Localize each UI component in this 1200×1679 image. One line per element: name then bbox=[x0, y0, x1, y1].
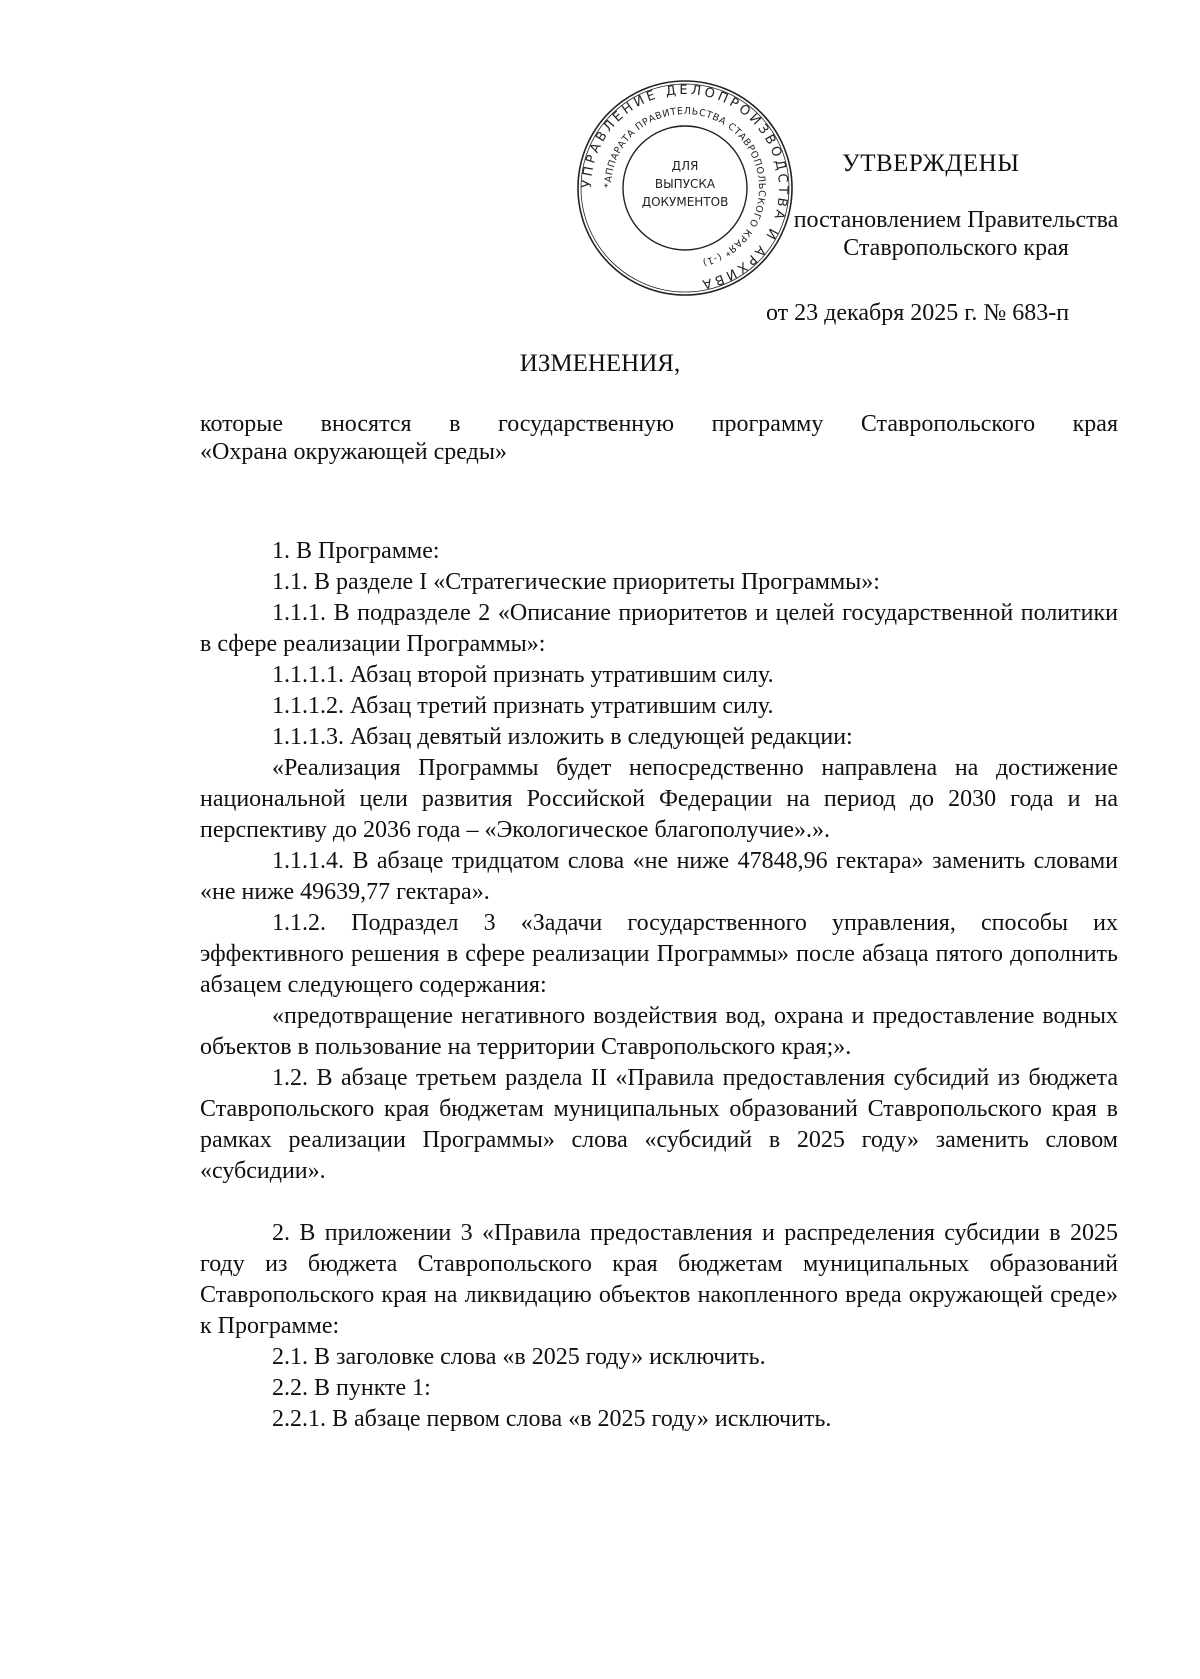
document-subtitle-line-2: «Охрана окружающей среды» bbox=[200, 439, 507, 465]
paragraph-1-1-1-4: 1.1.1.4. В абзаце тридцатом слова «не ниже 47848,96 гектара» заменить словами «не ниже 49639,77 гектара». bbox=[200, 848, 1118, 905]
paragraph-1-1-1-3: 1.1.1.3. Абзац девятый изложить в следующей редакции: bbox=[272, 724, 853, 750]
stamp-outer-ring-text: УПРАВЛЕНИЕ ДЕЛОПРОИЗВОДСТВА И АРХИВА bbox=[579, 82, 791, 292]
paragraph-1-1: 1.1. В разделе I «Стратегические приоритеты Программы»: bbox=[272, 569, 880, 595]
approval-authority bbox=[756, 206, 1156, 262]
stamp-center-line-2: ВЫПУСКА bbox=[654, 177, 716, 191]
document-title: ИЗМЕНЕНИЯ, bbox=[519, 350, 681, 377]
approval-authority-line-2: Ставропольского края bbox=[843, 235, 1069, 261]
paragraph-1-2: 1.2. В абзаце третьем раздела II «Правила предоставления субсидий из бюджета Ставропольского края бюджетам муниципальных образований Ставропольского края в рамках реализации Программы» слова «субсидий в 2025 году» заменить словом «субсидии». bbox=[200, 1065, 1118, 1184]
paragraph-quote-1: «Реализация Программы будет непосредственно направлена на достижение национальной цели развития Российской Федерации на период до 2030 года и на перспективу до 2036 года – «Экологическое благополучие».». bbox=[200, 755, 1118, 843]
paragraph-1-1-1: 1.1.1. В подразделе 2 «Описание приоритетов и целей государственной политики в сфере реализации Программы»: bbox=[200, 600, 1118, 657]
paragraph-quote-2: «предотвращение негативного воздействия вод, охрана и предоставление водных объектов в пользование на территории Ставропольского края;». bbox=[200, 1003, 1118, 1060]
approval-authority-line-1: постановлением Правительства bbox=[793, 207, 1119, 233]
document-subtitle bbox=[200, 410, 1118, 466]
paragraph-1-1-1-1: 1.1.1.1. Абзац второй признать утратившим силу. bbox=[272, 662, 774, 688]
approval-date: от 23 декабря 2025 г. № 683-п bbox=[766, 300, 1070, 326]
paragraph-1-1-2: 1.1.2. Подраздел 3 «Задачи государственного управления, способы их эффективного решения в сфере реализации Программы» после абзаца пятого дополнить абзацем следующего содержания: bbox=[200, 910, 1118, 998]
stamp-center-line-3: ДОКУМЕНТОВ bbox=[641, 195, 729, 209]
stamp-center-line-1: ДЛЯ bbox=[671, 159, 699, 173]
paragraph-1-1-1-2: 1.1.1.2. Абзац третий признать утратившим силу. bbox=[272, 693, 774, 719]
approval-title: УТВЕРЖДЕНЫ bbox=[842, 150, 1020, 177]
document-body bbox=[200, 536, 1118, 1435]
paragraph-2-2-1: 2.2.1. В абзаце первом слова «в 2025 году» исключить. bbox=[272, 1406, 832, 1432]
document-subtitle-line-1: которые вносятся в государственную программу Ставропольского края bbox=[200, 411, 1118, 437]
office-seal-stamp bbox=[575, 78, 795, 298]
stamp-inner-ring-text: *АППАРАТА ПРАВИТЕЛЬСТВА СТАВРОПОЛЬСКОГО КРАЯ* (-1) bbox=[602, 105, 768, 268]
paragraph-1: 1. В Программе: bbox=[272, 538, 440, 564]
paragraph-2-1: 2.1. В заголовке слова «в 2025 году» исключить. bbox=[272, 1344, 766, 1370]
paragraph-2-2: 2.2. В пункте 1: bbox=[272, 1375, 431, 1401]
paragraph-2: 2. В приложении 3 «Правила предоставления и распределения субсидии в 2025 году из бюджета Ставропольского края бюджетам муниципальных образований Ставропольского края на ликвидацию объектов накопленного вреда окружающей среде» к Программе: bbox=[200, 1220, 1118, 1339]
